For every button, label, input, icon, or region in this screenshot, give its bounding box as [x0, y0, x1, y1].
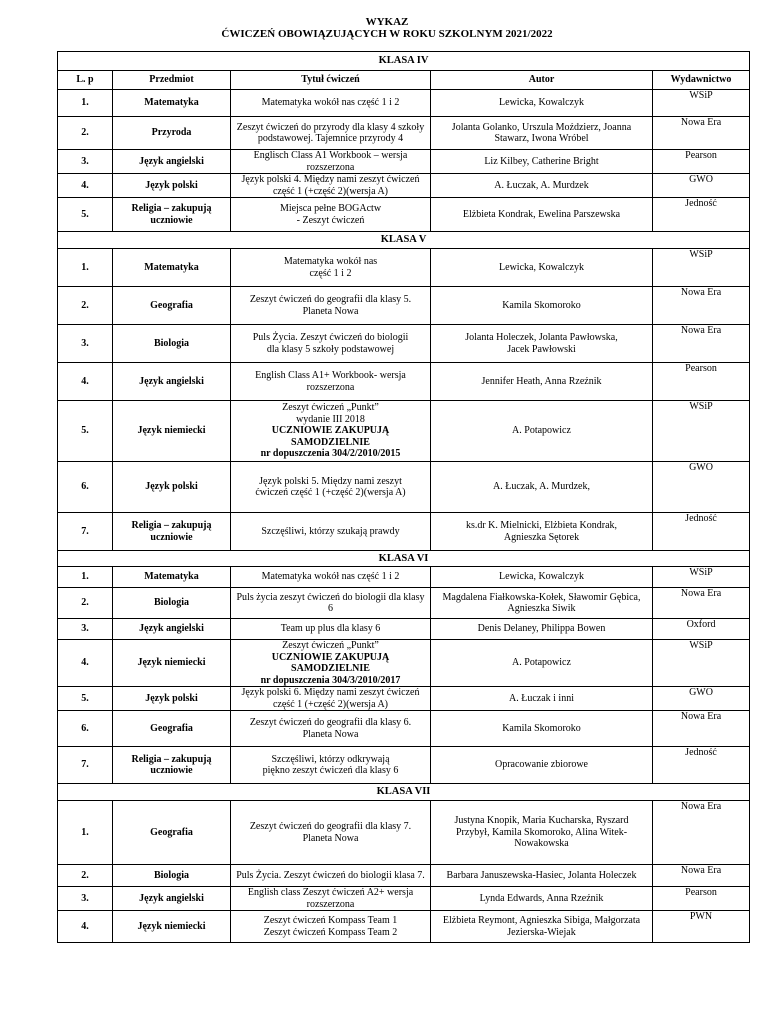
- author-cell: [431, 174, 653, 198]
- table-row: [58, 513, 750, 551]
- author-cell: [431, 588, 653, 619]
- author-line: A. Łuczak i inni: [509, 692, 574, 704]
- subject-cell: Język niemiecki: [113, 640, 231, 687]
- title-cell: [231, 801, 431, 865]
- author-line: Jacek Pawłowski: [507, 343, 576, 355]
- subject-cell: Język polski: [113, 462, 231, 513]
- publisher-cell: Nowa Era: [653, 711, 750, 747]
- author-line: Lewicka, Kowalczyk: [499, 571, 584, 583]
- column-header: Tytuł ćwiczeń: [231, 71, 431, 90]
- row-number: 1.: [58, 90, 113, 117]
- row-number: 2.: [58, 865, 113, 887]
- title-line: Język polski 4. Między nami zeszyt ćwiczeń część 1 (+część 2)(wersja A): [241, 174, 420, 197]
- title-cell: [231, 287, 431, 325]
- row-number: 7.: [58, 513, 113, 551]
- title-cell: [231, 363, 431, 401]
- title-cell: [231, 865, 431, 887]
- table-row: [58, 462, 750, 513]
- author-line: Agnieszka Sętorek: [503, 531, 580, 543]
- title-cell: [231, 325, 431, 363]
- author-cell: [431, 363, 653, 401]
- table-row: [58, 90, 750, 117]
- publisher-cell: GWO: [653, 462, 750, 513]
- author-cell: [431, 198, 653, 232]
- author-cell: [431, 287, 653, 325]
- table-row: [58, 887, 750, 911]
- table-row: [58, 249, 750, 287]
- author-cell: [431, 865, 653, 887]
- title-line: Szczęśliwi, którzy odkrywają: [271, 753, 390, 765]
- title-line: Zeszyt ćwiczeń do geografii dla klasy 5.: [249, 294, 412, 305]
- publisher-cell: Nowa Era: [653, 801, 750, 865]
- publisher-cell: Nowa Era: [653, 865, 750, 887]
- title-cell: [231, 249, 431, 287]
- author-cell: [431, 747, 653, 784]
- title-line: Język polski 5. Między nami zeszyt: [259, 475, 402, 487]
- title-cell: [231, 117, 431, 150]
- subject-cell: Język angielski: [113, 619, 231, 640]
- row-number: 7.: [58, 747, 113, 784]
- title-line: część 1 i 2: [309, 267, 352, 279]
- title-line: Englisch Class A1 Workbook – wersja rozszerzona: [253, 150, 408, 173]
- author-cell: [431, 911, 653, 943]
- title-cell: [231, 747, 431, 784]
- title-line: Puls życia zeszyt ćwiczeń do biologii dla klasy 6: [236, 591, 425, 614]
- publisher-cell: Nowa Era: [653, 287, 750, 325]
- title-line: Puls Życia. Zeszyt ćwiczeń do biologii klasa 7.: [236, 869, 425, 881]
- title-line: UCZNIOWIE ZAKUPUJĄ: [271, 425, 390, 437]
- author-line: Elżbieta Kondrak, Ewelina Parszewska: [462, 208, 621, 220]
- title-line: Miejsca pełne BOGActw: [279, 203, 382, 214]
- title-line: Zeszyt ćwiczeń „Punkt”: [282, 402, 379, 414]
- section-title: KLASA IV: [58, 52, 750, 71]
- table-row: [58, 711, 750, 747]
- title-line: English class Zeszyt ćwiczeń A2+ wersja rozszerzona: [247, 887, 414, 910]
- author-line: Barbara Januszewska-Hasiec, Jolanta Holeczek: [446, 869, 637, 881]
- subject-cell: Geografia: [113, 801, 231, 865]
- title-cell: [231, 887, 431, 911]
- row-number: 1.: [58, 567, 113, 588]
- author-line: Opracowanie zbiorowe: [494, 759, 588, 771]
- author-line: Jolanta Golanko, Urszula Moździerz, Joanna Stawarz, Iwona Wróbel: [451, 121, 632, 144]
- title-line: ćwiczeń część 1 (+część 2)(wersja A): [255, 487, 406, 498]
- subject-cell: Geografia: [113, 711, 231, 747]
- title-cell: [231, 711, 431, 747]
- section-header-row: [58, 52, 750, 71]
- row-number: 2.: [58, 117, 113, 150]
- title-line: Zeszyt ćwiczeń do przyrody dla klasy 4 szkoły podstawowej. Tajemnice przyrody 4: [236, 121, 425, 144]
- subject-cell: Język angielski: [113, 363, 231, 401]
- table-row: [58, 325, 750, 363]
- author-cell: [431, 117, 653, 150]
- publisher-cell: Pearson: [653, 363, 750, 401]
- title-line: UCZNIOWIE ZAKUPUJĄ: [271, 651, 390, 663]
- author-cell: [431, 567, 653, 588]
- title-line: Język polski 6. Między nami zeszyt ćwiczeń część 1 (+część 2)(wersja A): [241, 687, 420, 710]
- author-cell: [431, 401, 653, 462]
- publisher-cell: GWO: [653, 687, 750, 711]
- title-line: Szczęśliwi, którzy szukają prawdy: [261, 525, 400, 537]
- author-line: A. Potapowicz: [512, 657, 571, 669]
- section-header-row: [58, 232, 750, 249]
- table-row: [58, 747, 750, 784]
- title-line: Matematyka wokół nas: [283, 256, 378, 267]
- document-subtitle: ĆWICZEŃ OBOWIĄZUJĄCYCH W ROKU SZKOLNYM 2021/2022: [221, 28, 553, 40]
- author-line: Jennifer Heath, Anna Rzeźnik: [481, 375, 602, 387]
- author-line: Kamila Skomoroko: [502, 299, 581, 311]
- column-header-row: [58, 71, 750, 90]
- author-cell: [431, 325, 653, 363]
- table-row: [58, 911, 750, 943]
- author-line: ks.dr K. Mielnicki, Elżbieta Kondrak,: [465, 520, 618, 531]
- row-number: 4.: [58, 911, 113, 943]
- title-cell: [231, 687, 431, 711]
- section-header-row: [58, 784, 750, 801]
- publisher-cell: PWN: [653, 911, 750, 943]
- column-header: Przedmiot: [113, 71, 231, 90]
- row-number: 3.: [58, 619, 113, 640]
- title-line: nr dopuszczenia 304/3/2010/2017: [260, 674, 401, 686]
- title-line: Team up plus dla klasy 6: [280, 623, 381, 635]
- publisher-cell: GWO: [653, 174, 750, 198]
- publisher-cell: Jedność: [653, 198, 750, 232]
- subject-cell: Geografia: [113, 287, 231, 325]
- row-number: 5.: [58, 198, 113, 232]
- row-number: 4.: [58, 640, 113, 687]
- title-line: Matematyka wokół nas część 1 i 2: [261, 97, 400, 109]
- column-header: L. p: [58, 71, 113, 90]
- publisher-cell: Nowa Era: [653, 588, 750, 619]
- title-cell: [231, 90, 431, 117]
- author-line: A. Łuczak, A. Murdzek: [494, 179, 589, 191]
- title-cell: [231, 198, 431, 232]
- author-cell: [431, 150, 653, 174]
- table-row: [58, 117, 750, 150]
- row-number: 6.: [58, 711, 113, 747]
- title-cell: [231, 401, 431, 462]
- subject-cell: Religia – zakupują uczniowie: [113, 198, 231, 232]
- author-cell: [431, 513, 653, 551]
- title-line: dla klasy 5 szkoły podstawowej: [266, 343, 395, 355]
- row-number: 5.: [58, 401, 113, 462]
- table-row: [58, 567, 750, 588]
- author-line: Denis Delaney, Philippa Bowen: [477, 623, 606, 635]
- title-line: Zeszyt ćwiczeń do geografii dla klasy 7.: [249, 821, 412, 832]
- subject-cell: Matematyka: [113, 90, 231, 117]
- title-line: Zeszyt ćwiczeń Kompass Team 2: [263, 926, 398, 938]
- title-line: SAMODZIELNIE: [291, 663, 370, 674]
- table-row: [58, 640, 750, 687]
- subject-cell: Biologia: [113, 865, 231, 887]
- author-line: Kamila Skomoroko: [502, 722, 581, 734]
- title-cell: [231, 640, 431, 687]
- author-line: Liz Kilbey, Catherine Bright: [484, 155, 599, 167]
- author-cell: [431, 887, 653, 911]
- title-cell: [231, 911, 431, 943]
- title-line: Planeta Nowa: [302, 305, 359, 317]
- row-number: 3.: [58, 325, 113, 363]
- section-title: KLASA V: [58, 232, 750, 249]
- author-cell: [431, 619, 653, 640]
- row-number: 1.: [58, 249, 113, 287]
- subject-cell: Biologia: [113, 325, 231, 363]
- table-row: [58, 588, 750, 619]
- publisher-cell: Jedność: [653, 747, 750, 784]
- title-cell: [231, 462, 431, 513]
- author-line: Magdalena Fiałkowska-Kołek, Sławomir Gębica, Agnieszka Siwik: [442, 591, 641, 614]
- row-number: 4.: [58, 363, 113, 401]
- author-cell: [431, 801, 653, 865]
- title-cell: [231, 567, 431, 588]
- table-row: [58, 287, 750, 325]
- title-line: SAMODZIELNIE: [291, 436, 370, 448]
- section-title: KLASA VI: [58, 551, 750, 567]
- title-line: Zeszyt ćwiczeń Kompass Team 1: [263, 915, 398, 926]
- title-line: Planeta Nowa: [302, 832, 359, 844]
- subject-cell: Religia – zakupują uczniowie: [113, 513, 231, 551]
- section-title: KLASA VII: [58, 784, 750, 801]
- title-line: Zeszyt ćwiczeń „Punkt”: [282, 640, 379, 651]
- table-row: [58, 865, 750, 887]
- author-cell: [431, 462, 653, 513]
- title-cell: [231, 619, 431, 640]
- subject-cell: Matematyka: [113, 567, 231, 588]
- table-row: [58, 150, 750, 174]
- table-row: [58, 401, 750, 462]
- publisher-cell: WSiP: [653, 90, 750, 117]
- author-line: Lewicka, Kowalczyk: [499, 97, 584, 109]
- column-header: Wydawnictwo: [653, 71, 750, 90]
- publisher-cell: WSiP: [653, 567, 750, 588]
- subject-cell: Biologia: [113, 588, 231, 619]
- subject-cell: Matematyka: [113, 249, 231, 287]
- table-row: [58, 198, 750, 232]
- row-number: 5.: [58, 687, 113, 711]
- title-cell: [231, 150, 431, 174]
- author-line: Lynda Edwards, Anna Rzeźnik: [479, 892, 604, 904]
- author-cell: [431, 711, 653, 747]
- textbook-table: [57, 51, 750, 943]
- publisher-cell: WSiP: [653, 249, 750, 287]
- subject-cell: Język polski: [113, 174, 231, 198]
- author-line: Justyna Knopik, Maria Kucharska, Ryszard: [454, 815, 629, 827]
- author-line: Elżbieta Reymont, Agnieszka Sibiga, Małgorzata Jezierska-Wiejak: [442, 915, 641, 938]
- title-cell: [231, 588, 431, 619]
- row-number: 3.: [58, 150, 113, 174]
- title-line: nr dopuszczenia 304/2/2010/2015: [260, 448, 401, 460]
- publisher-cell: Nowa Era: [653, 117, 750, 150]
- subject-cell: Religia – zakupują uczniowie: [113, 747, 231, 784]
- author-cell: [431, 249, 653, 287]
- author-cell: [431, 90, 653, 117]
- row-number: 2.: [58, 588, 113, 619]
- table-row: [58, 687, 750, 711]
- author-line: A. Łuczak, A. Murdzek,: [493, 481, 590, 493]
- subject-cell: Język polski: [113, 687, 231, 711]
- title-line: wydanie III 2018: [296, 413, 365, 425]
- column-header: Autor: [431, 71, 653, 90]
- subject-cell: Język angielski: [113, 150, 231, 174]
- row-number: 4.: [58, 174, 113, 198]
- title-line: Zeszyt ćwiczeń do geografii dla klasy 6.: [249, 717, 412, 728]
- subject-cell: Przyroda: [113, 117, 231, 150]
- title-line: Puls Życia. Zeszyt ćwiczeń do biologii: [252, 332, 409, 343]
- publisher-cell: Nowa Era: [653, 325, 750, 363]
- table-row: [58, 174, 750, 198]
- title-line: piękno zeszyt ćwiczeń dla klasy 6: [262, 765, 399, 776]
- title-line: English Class A1+ Workbook- wersja: [255, 370, 406, 381]
- table-row: [58, 619, 750, 640]
- row-number: 6.: [58, 462, 113, 513]
- title-line: - Zeszyt ćwiczeń: [296, 214, 365, 226]
- publisher-cell: Pearson: [653, 150, 750, 174]
- subject-cell: Język angielski: [113, 887, 231, 911]
- publisher-cell: WSiP: [653, 401, 750, 462]
- subject-cell: Język niemiecki: [113, 911, 231, 943]
- author-cell: [431, 687, 653, 711]
- document-title: WYKAZ: [365, 16, 409, 28]
- title-cell: [231, 513, 431, 551]
- row-number: 1.: [58, 801, 113, 865]
- author-cell: [431, 640, 653, 687]
- author-line: A. Potapowicz: [512, 425, 571, 437]
- publisher-cell: Oxford: [653, 619, 750, 640]
- subject-cell: Język niemiecki: [113, 401, 231, 462]
- row-number: 2.: [58, 287, 113, 325]
- title-line: Matematyka wokół nas część 1 i 2: [261, 571, 400, 583]
- table-row: [58, 801, 750, 865]
- publisher-cell: WSiP: [653, 640, 750, 687]
- author-line: Lewicka, Kowalczyk: [499, 261, 584, 273]
- table-row: [58, 363, 750, 401]
- row-number: 3.: [58, 887, 113, 911]
- title-line: Planeta Nowa: [302, 728, 359, 740]
- author-line: Jolanta Holeczek, Jolanta Pawłowska,: [465, 332, 618, 343]
- title-cell: [231, 174, 431, 198]
- author-line: Nowakowska: [514, 838, 569, 850]
- publisher-cell: Pearson: [653, 887, 750, 911]
- section-header-row: [58, 551, 750, 567]
- title-line: rozszerzona: [306, 381, 355, 393]
- publisher-cell: Jedność: [653, 513, 750, 551]
- author-line: Przybył, Kamila Skomoroko, Alina Witek-: [455, 826, 628, 838]
